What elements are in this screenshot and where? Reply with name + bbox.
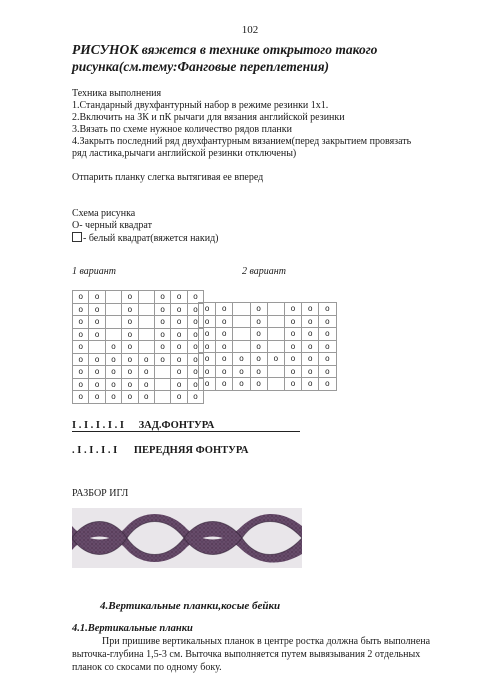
grid-row [73,291,204,304]
grid-cell [267,303,284,316]
grid-cell: о [319,353,336,366]
steam-note: Отпарить планку слегка вытягивая ее вперед [72,172,264,183]
grid-cell: о [187,291,203,304]
grid-cell [154,391,170,404]
grid-cell [154,378,170,391]
grid-cell [267,340,284,353]
grid-cell: о [138,353,154,366]
grid-cell: о [216,353,233,366]
grid-row [199,340,337,353]
grid-cell: о [122,378,138,391]
grid-cell: о [122,353,138,366]
grid-cell: о [105,378,121,391]
grid-cell: о [233,365,250,378]
section-4-1-text: При пришиве вертикальных планок в центре ростка должна быть выполнена выточка-глубина 1,5-3 см. Выточка выполняется путем вывязывания 2 отдельных планок со скосами по одному боку. [72,636,431,673]
grid-cell: о [250,378,267,391]
grid-row [73,391,204,404]
grid-cell: о [122,328,138,341]
grid-cell: о [89,328,105,341]
grid-row [73,328,204,341]
grid-cell: о [250,328,267,341]
grid-cell [267,378,284,391]
grid-cell: о [105,366,121,379]
section-4-title: 4.Вертикальные планки,косые бейки [100,600,281,612]
page-heading: РИСУНОК вяжется в технике открытого такого рисунка(см.тему:Фанговые переплетения) [72,42,378,74]
grid-cell [267,365,284,378]
grid-cell: о [138,378,154,391]
grid-cell: о [199,303,216,316]
grid-cell: о [284,340,301,353]
grid-table-2 [198,302,337,391]
grid-cell [233,315,250,328]
grid-cell: о [267,353,284,366]
grid-cell: о [73,291,89,304]
grid-cell: о [284,365,301,378]
grid-cell: о [216,328,233,341]
grid-cell: о [302,353,319,366]
grid-cell [233,340,250,353]
back-fontura-label: ЗАД.ФОНТУРА [138,420,215,431]
grid-cell: о [154,303,170,316]
grid-cell: о [89,316,105,329]
grid-cell [233,303,250,316]
grid-cell: о [154,316,170,329]
grid-cell: о [250,315,267,328]
grid-cell: о [89,391,105,404]
grid-cell: о [171,303,187,316]
grid-cell [138,316,154,329]
grid-cell: о [284,328,301,341]
grid-cell: о [171,353,187,366]
grid-cell: о [284,303,301,316]
grid-cell: о [73,353,89,366]
back-fontura-row [72,420,300,432]
white-square-icon [72,232,82,242]
grid-cell: о [250,303,267,316]
grid-cell: о [302,378,319,391]
grid-cell [105,303,121,316]
grid-cell: о [187,366,203,379]
grid-cell: о [89,378,105,391]
grid-cell: о [250,365,267,378]
pattern-grid-variant-1 [72,290,204,404]
grid-cell [105,328,121,341]
grid-cell: о [216,340,233,353]
grid-cell [89,341,105,354]
grid-cell: о [122,341,138,354]
technique-step: ряд ластика,рычаги английской резинки отключены) [72,148,297,159]
grid-cell: о [122,391,138,404]
grid-cell [105,316,121,329]
grid-cell: о [216,378,233,391]
grid-row [199,378,337,391]
legend-white-square [72,232,219,244]
grid-row [73,303,204,316]
grid-row [199,353,337,366]
technique-step: 1.Стандарный двухфантурный набор в режиме резинки 1х1. [72,100,329,111]
grid-row [199,328,337,341]
grid-cell: о [250,353,267,366]
page-number: 102 [241,24,259,36]
grid-cell: о [89,366,105,379]
needle-breakdown-title: РАЗБОР ИГЛ [72,488,129,499]
grid-cell: о [284,315,301,328]
grid-cell: о [171,378,187,391]
grid-cell: о [171,316,187,329]
grid-cell: о [319,303,336,316]
grid-cell: о [122,316,138,329]
grid-cell: о [216,303,233,316]
grid-cell [138,303,154,316]
grid-cell [105,291,121,304]
knitted-cable-photo [72,508,302,568]
grid-cell [138,291,154,304]
grid-cell: о [302,340,319,353]
grid-cell: о [89,291,105,304]
front-fontura-label: ПЕРЕДНЯЯ ФОНТУРА [133,445,249,456]
grid-cell: о [171,291,187,304]
grid-cell: о [89,353,105,366]
grid-cell: о [171,328,187,341]
grid-cell: о [187,316,203,329]
grid-cell: о [302,328,319,341]
grid-cell: о [73,366,89,379]
back-fontura-marks: I . I . I . I . I [72,420,124,431]
grid-cell: о [216,315,233,328]
grid-cell: о [73,316,89,329]
pattern-grid-variant-2 [198,302,337,391]
grid-cell: о [302,365,319,378]
grid-cell: о [154,291,170,304]
grid-cell: о [187,378,203,391]
grid-cell: о [199,365,216,378]
grid-row [73,366,204,379]
grid-cell [267,315,284,328]
grid-cell: о [73,303,89,316]
grid-cell: о [171,391,187,404]
grid-cell: о [319,328,336,341]
grid-row [199,365,337,378]
legend-white-label: - белый квадрат(вяжется накид) [83,233,219,244]
front-fontura-row [72,445,248,456]
grid-cell: о [302,303,319,316]
grid-cell: о [233,378,250,391]
grid-cell: о [89,303,105,316]
grid-cell: о [199,315,216,328]
variant-1-label: 1 вариант [72,266,116,277]
grid-cell: о [199,353,216,366]
grid-cell: о [187,391,203,404]
grid-cell: о [302,315,319,328]
grid-row [199,303,337,316]
grid-cell: о [233,353,250,366]
grid-cell: о [154,353,170,366]
grid-row [73,378,204,391]
grid-cell: о [187,353,203,366]
grid-cell: о [154,328,170,341]
front-fontura-marks: . I . I . I . I [72,445,118,456]
grid-cell [138,341,154,354]
variant-2-label: 2 вариант [242,266,286,277]
grid-cell: о [199,340,216,353]
grid-cell: о [199,378,216,391]
technique-step: 2.Включить на ЗК и пК рычаги для вязания английской резинки [72,112,345,123]
grid-row [73,316,204,329]
grid-cell: о [319,378,336,391]
grid-cell: о [122,291,138,304]
grid-cell: о [216,365,233,378]
grid-row [73,341,204,354]
grid-cell: о [319,340,336,353]
section-4-1-title: 4.1.Вертикальные планки [72,623,193,634]
legend-black-square: О- черный квадрат [72,220,152,231]
grid-cell: о [319,365,336,378]
grid-cell: о [73,391,89,404]
grid-cell: о [250,340,267,353]
grid-cell: о [138,391,154,404]
grid-cell [138,328,154,341]
grid-cell: о [187,328,203,341]
grid-cell [267,328,284,341]
grid-cell: о [284,353,301,366]
grid-cell: о [171,366,187,379]
grid-row [73,353,204,366]
grid-cell: о [105,391,121,404]
grid-cell: о [319,315,336,328]
grid-cell: о [171,341,187,354]
grid-cell: о [73,341,89,354]
grid-cell: о [154,341,170,354]
scheme-title: Схема рисунка [72,208,136,219]
grid-cell: о [122,303,138,316]
grid-cell: о [284,378,301,391]
grid-cell: о [122,366,138,379]
grid-table-1 [72,290,204,404]
grid-cell: о [138,366,154,379]
grid-cell [154,366,170,379]
grid-cell: о [105,341,121,354]
grid-cell: о [73,378,89,391]
grid-cell: о [187,303,203,316]
technique-step: 4.Закрыть последний ряд двухфантурным вязанием(перед закрытием провязать [72,136,412,147]
grid-cell: о [105,353,121,366]
grid-cell: о [199,328,216,341]
grid-cell [233,328,250,341]
grid-row [199,315,337,328]
technique-step: 3.Вязать по схеме нужное количество рядов планки [72,124,292,135]
grid-cell: о [187,341,203,354]
grid-cell: о [73,328,89,341]
technique-title: Техника выполнения [72,88,162,99]
